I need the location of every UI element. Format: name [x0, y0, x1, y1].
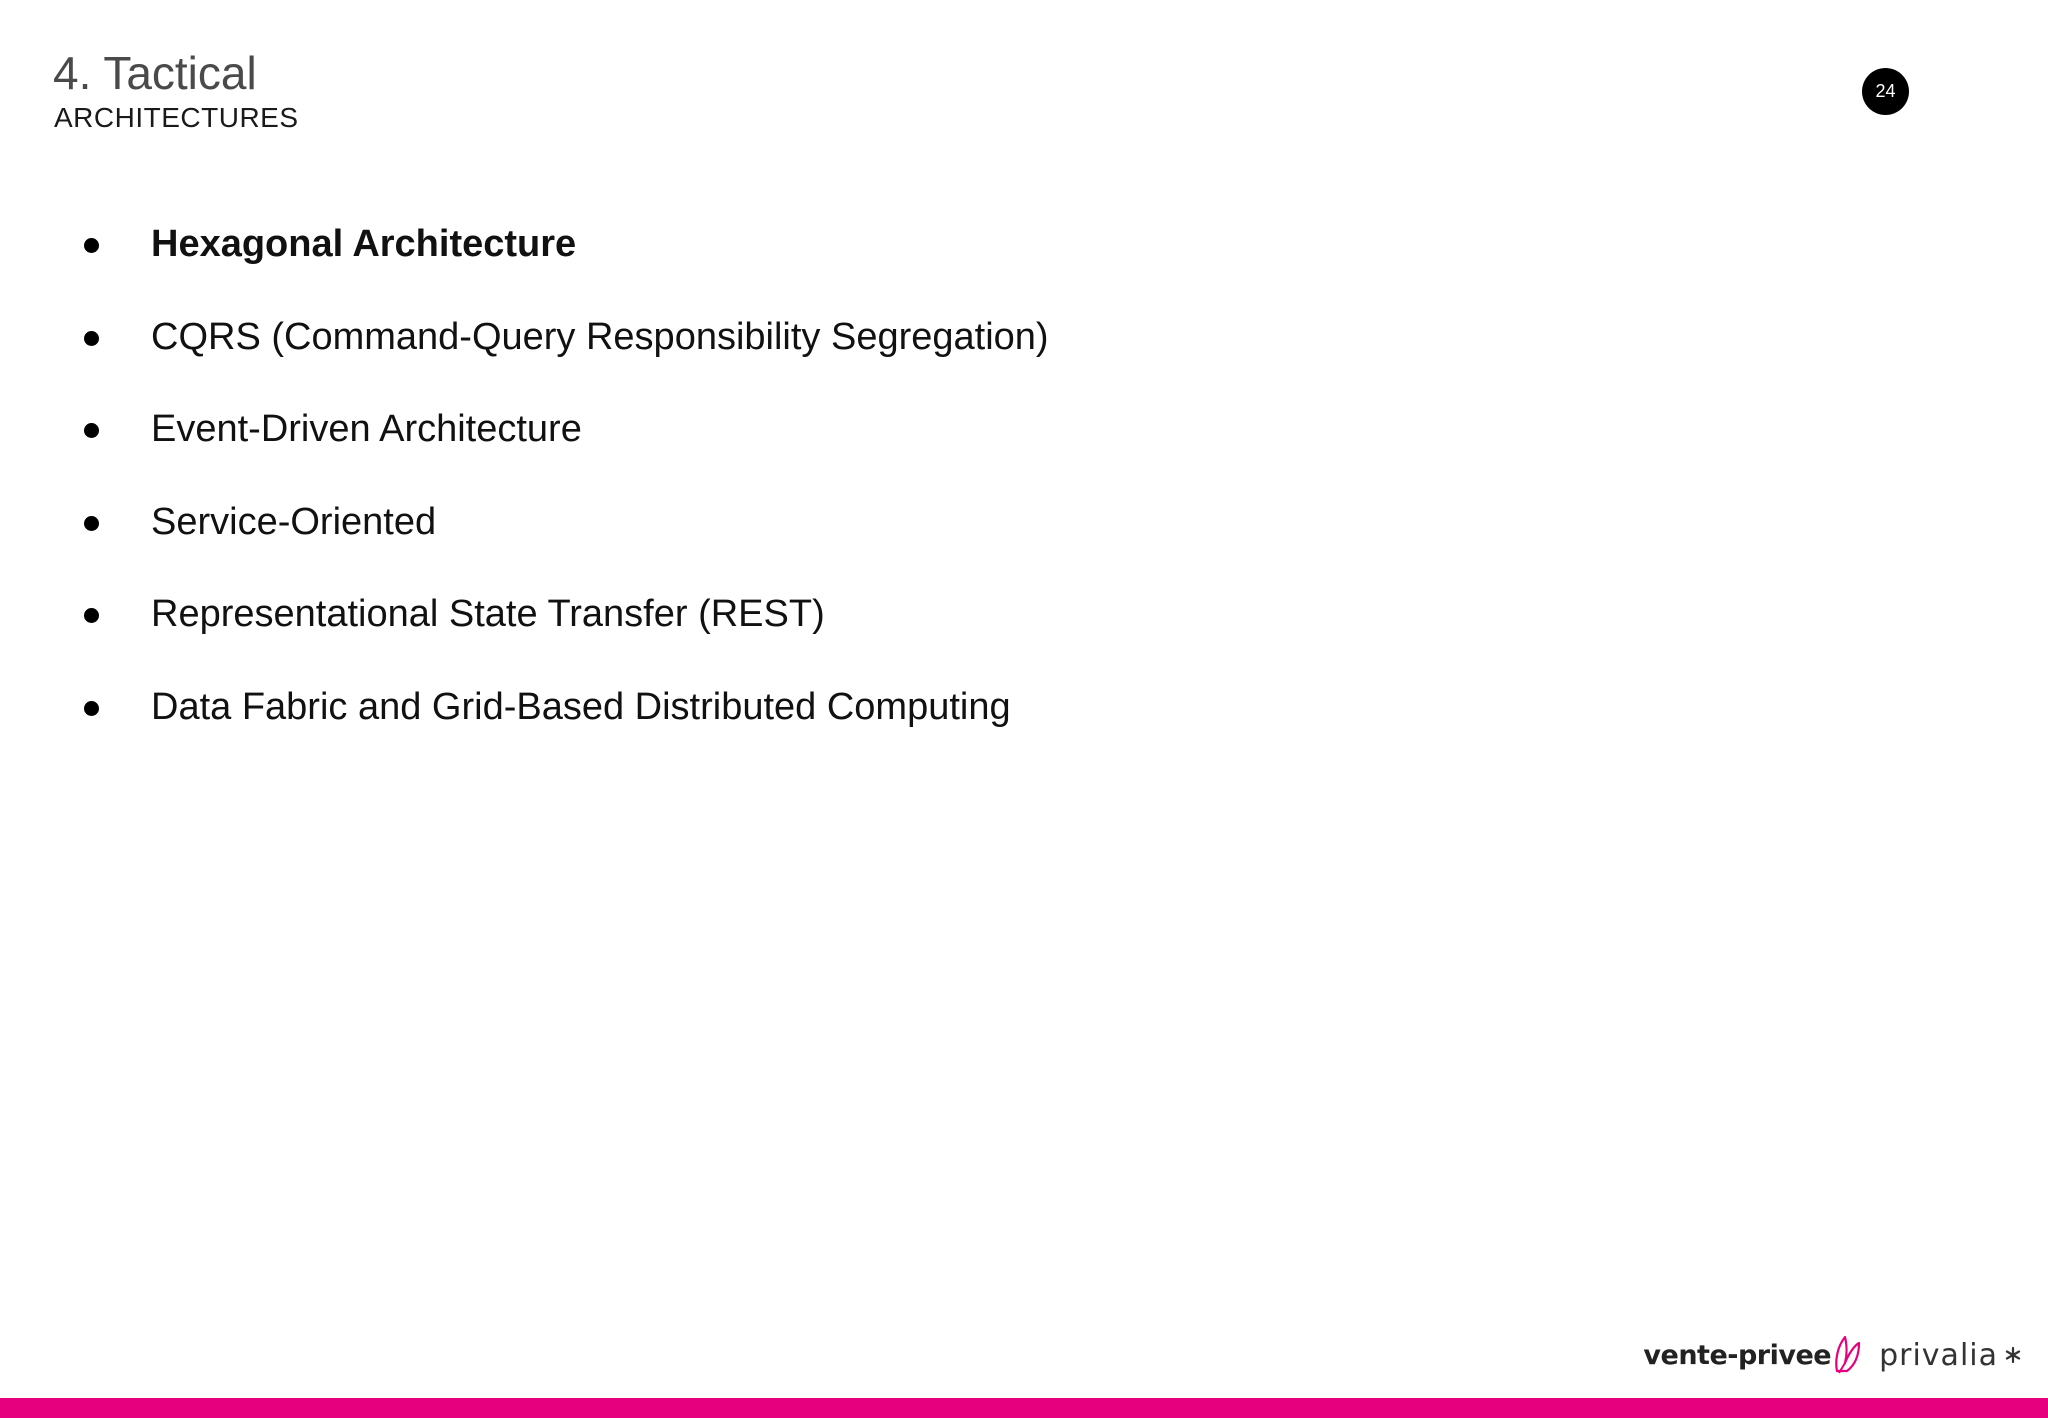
privalia-logo [1879, 1338, 2022, 1373]
vente-privee-logo [1643, 1333, 1861, 1377]
page-number-badge: 24 [1862, 68, 1909, 115]
bullet-text: CQRS (Command-Query Responsibility Segregation) [151, 315, 1049, 358]
bullet-item [80, 307, 1049, 400]
bullet-dot-icon [84, 423, 99, 438]
bullet-item [80, 399, 1049, 492]
butterfly-icon [1831, 1333, 1861, 1377]
bullet-text: Event-Driven Architecture [151, 408, 582, 450]
bullet-dot-icon [84, 608, 99, 623]
footer-accent-bar [0, 1398, 2048, 1418]
bullet-dot-icon [84, 516, 99, 531]
bullet-dot-icon [84, 238, 99, 253]
bullet-text: Data Fabric and Grid-Based Distributed Computing [151, 685, 1011, 728]
bullet-dot-icon [84, 701, 99, 716]
bullet-text: Service-Oriented [151, 500, 437, 543]
bullet-text: Hexagonal Architecture [151, 223, 577, 265]
privalia-logo-text: privalia [1879, 1337, 1998, 1373]
vente-privee-logo-text: vente-privee [1643, 1339, 1832, 1371]
bullet-list [80, 214, 1049, 769]
page-title: 4. Tactical [53, 47, 257, 99]
bullet-item [80, 584, 1049, 677]
footer-logos [1643, 1330, 2022, 1380]
bullet-dot-icon [84, 331, 99, 346]
bullet-item [80, 214, 1049, 307]
snowflake-icon [2004, 1346, 2022, 1364]
page-subtitle: ARCHITECTURES [54, 102, 299, 133]
bullet-item [80, 677, 1049, 770]
bullet-item [80, 492, 1049, 585]
bullet-text: Representational State Transfer (REST) [151, 593, 825, 635]
